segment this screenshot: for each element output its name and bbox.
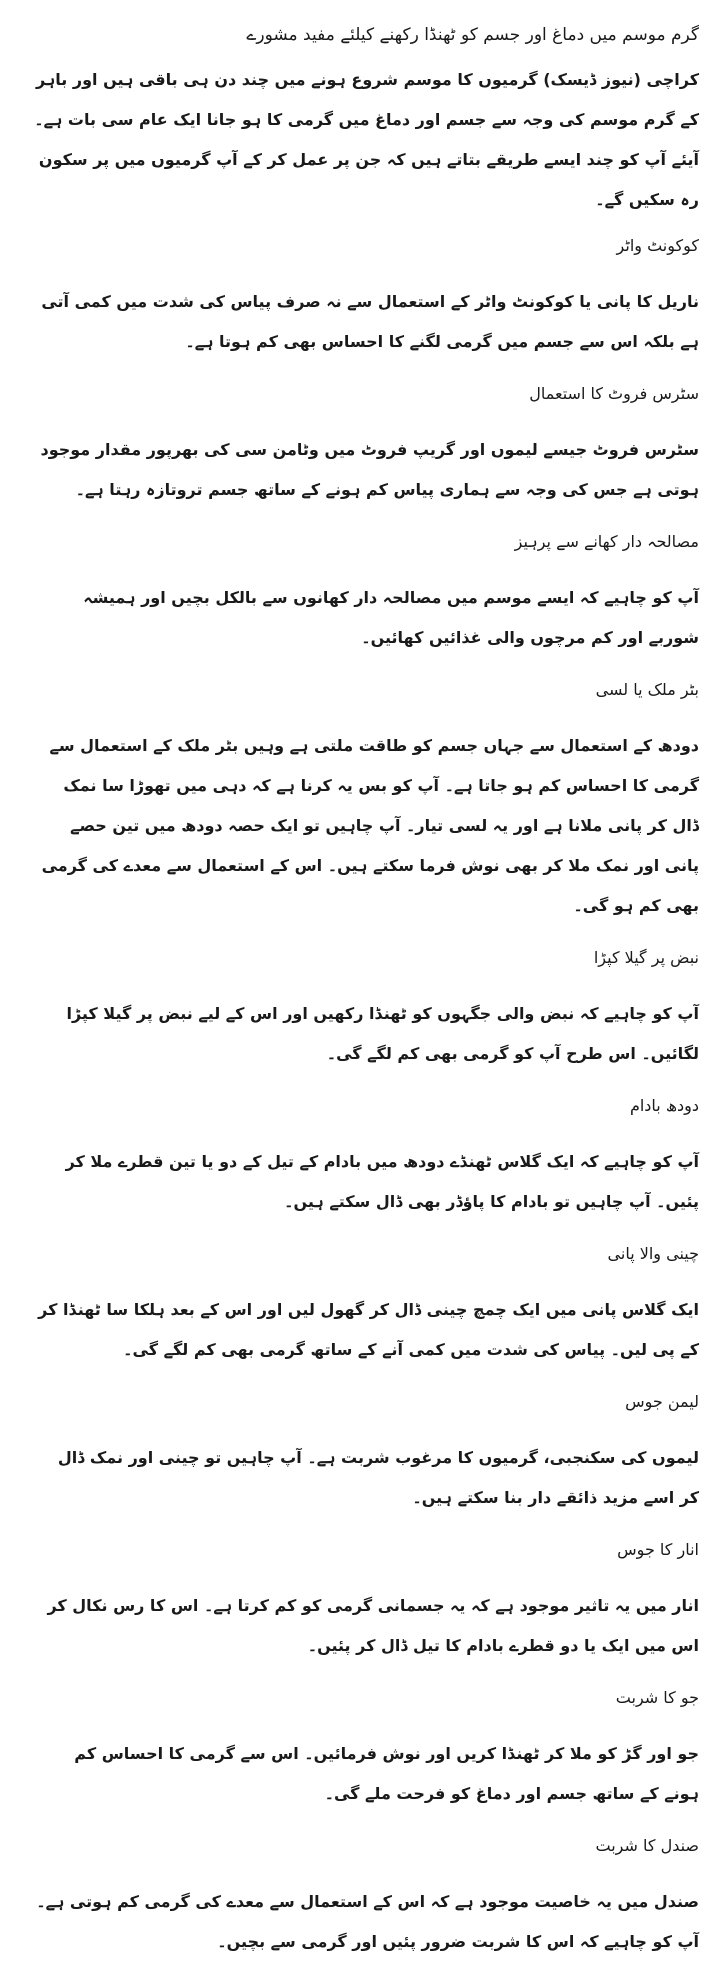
section-body-sandalwood-drink: صندل میں یہ خاصیت موجود ہے کہ اس کے استعمال سے معدے کی گرمی کم ہوتی ہے۔ آپ کو چاہیے کہ اس کا شربت ضرور پئیں اور گرمی سے بچیں۔	[36, 1892, 699, 1951]
section-body-pomegranate-juice: انار میں یہ تاثیر موجود ہے کہ یہ جسمانی گرمی کو کم کرتا ہے۔ اس کا رس نکال کر اس میں ایک یا دو قطرے بادام کا تیل ڈال کر پئیں۔	[47, 1596, 699, 1655]
section-heading-sugar-water: چینی والا پانی	[607, 1244, 699, 1263]
section-heading-buttermilk: بٹر ملک یا لسی	[595, 680, 699, 699]
section-body-lemon-juice: لیموں کی سکنجبی، گرمیوں کا مرغوب شربت ہے۔ آپ چاہیں تو چینی اور نمک ڈال کر اسے مزید ذائقے دار بنا سکتے ہیں۔	[57, 1448, 699, 1507]
section-heading-pomegranate-juice: انار کا جوس	[617, 1540, 699, 1559]
section-body-almond-milk: آپ کو چاہیے کہ ایک گلاس ٹھنڈے دودھ میں بادام کے تیل کے دو یا تین قطرے ملا کر پئیں۔ آپ چاہیں تو بادام کا پاؤڈر بھی ڈال سکتے ہیں۔	[65, 1152, 699, 1211]
section-heading-wet-cloth: نبض پر گیلا کپڑا	[593, 948, 699, 967]
section-heading-spicy-food: مصالحہ دار کھانے سے پرہیز	[514, 532, 699, 551]
article-title: گرم موسم میں دماغ اور جسم کو ٹھنڈا رکھنے کیلئے مفید مشورے	[246, 25, 699, 45]
section-body-barley-drink: جو اور گڑ کو ملا کر ٹھنڈا کریں اور نوش فرمائیں۔ اس سے گرمی کا احساس کم ہونے کے ساتھ جسم اور دماغ کو فرحت ملے گی۔	[74, 1744, 699, 1803]
section-heading-coconut-water: کوکونٹ واٹر	[616, 236, 699, 255]
section-body-coconut-water: ناریل کا پانی یا کوکونٹ واٹر کے استعمال سے نہ صرف پیاس کی شدت میں کمی آتی ہے بلکہ اس سے جسم میں گرمی لگنے کا احساس بھی کم ہوتا ہے۔	[41, 292, 699, 351]
section-body-wet-cloth: آپ کو چاہیے کہ نبض والی جگہوں کو ٹھنڈا رکھیں اور اس کے لیے نبض پر گیلا کپڑا لگائیں۔ اس طرح آپ کو گرمی بھی کم لگے گی۔	[66, 1004, 699, 1063]
section-body-citrus-fruit: سٹرس فروٹ جیسے لیموں اور گریپ فروٹ میں وٹامن سی کی بھرپور مقدار موجود ہوتی ہے جس کی وجہ سے ہماری پیاس کم ہونے کے ساتھ جسم تروتازہ رہتا ہے۔	[40, 440, 699, 499]
article-intro: کراچی (نیوز ڈیسک) گرمیوں کا موسم شروع ہونے میں چند دن ہی باقی ہیں اور باہر کے گرم موسم کی وجہ سے جسم اور دماغ میں گرمی کا ہو جانا ایک عام سی بات ہے۔ آیئے آپ کو چند ایسے طریقے بتاتے ہیں کہ جن پر عمل کر کے آپ گرمیوں میں پر سکون رہ سکیں گے۔	[34, 70, 699, 209]
section-heading-lemon-juice: لیمن جوس	[625, 1392, 699, 1411]
section-heading-citrus-fruit: سٹرس فروٹ کا استعمال	[529, 384, 699, 403]
section-body-sugar-water: ایک گلاس پانی میں ایک چمچ چینی ڈال کر گھول لیں اور اس کے بعد ہلکا سا ٹھنڈا کر کے پی لیں۔ پیاس کی شدت میں کمی آنے کے ساتھ گرمی بھی کم لگے گی۔	[38, 1300, 699, 1359]
article	[34, 18, 699, 1980]
section-body-buttermilk: دودھ کے استعمال سے جہاں جسم کو طاقت ملتی ہے وہیں بٹر ملک کے استعمال سے گرمی کا احساس کم ہو جاتا ہے۔ آپ کو بس یہ کرنا ہے کہ دہی میں تھوڑا سا نمک ڈال کر پانی ملانا ہے اور یہ لسی تیار۔ آپ چاہیں تو ایک حصہ دودھ میں تین حصے پانی اور نمک ملا کر بھی نوش فرما سکتے ہیں۔ اس کے استعمال سے معدے کی گرمی بھی کم ہو گی۔	[41, 736, 699, 915]
section-heading-almond-milk: دودھ بادام	[629, 1096, 699, 1115]
section-body-spicy-food: آپ کو چاہیے کہ ایسے موسم میں مصالحہ دار کھانوں سے بالکل بچیں اور ہمیشہ شوربے اور کم مرچوں والی غذائیں کھائیں۔	[83, 588, 699, 647]
section-heading-barley-drink: جو کا شربت	[615, 1688, 699, 1707]
section-heading-sandalwood-drink: صندل کا شربت	[595, 1836, 699, 1855]
